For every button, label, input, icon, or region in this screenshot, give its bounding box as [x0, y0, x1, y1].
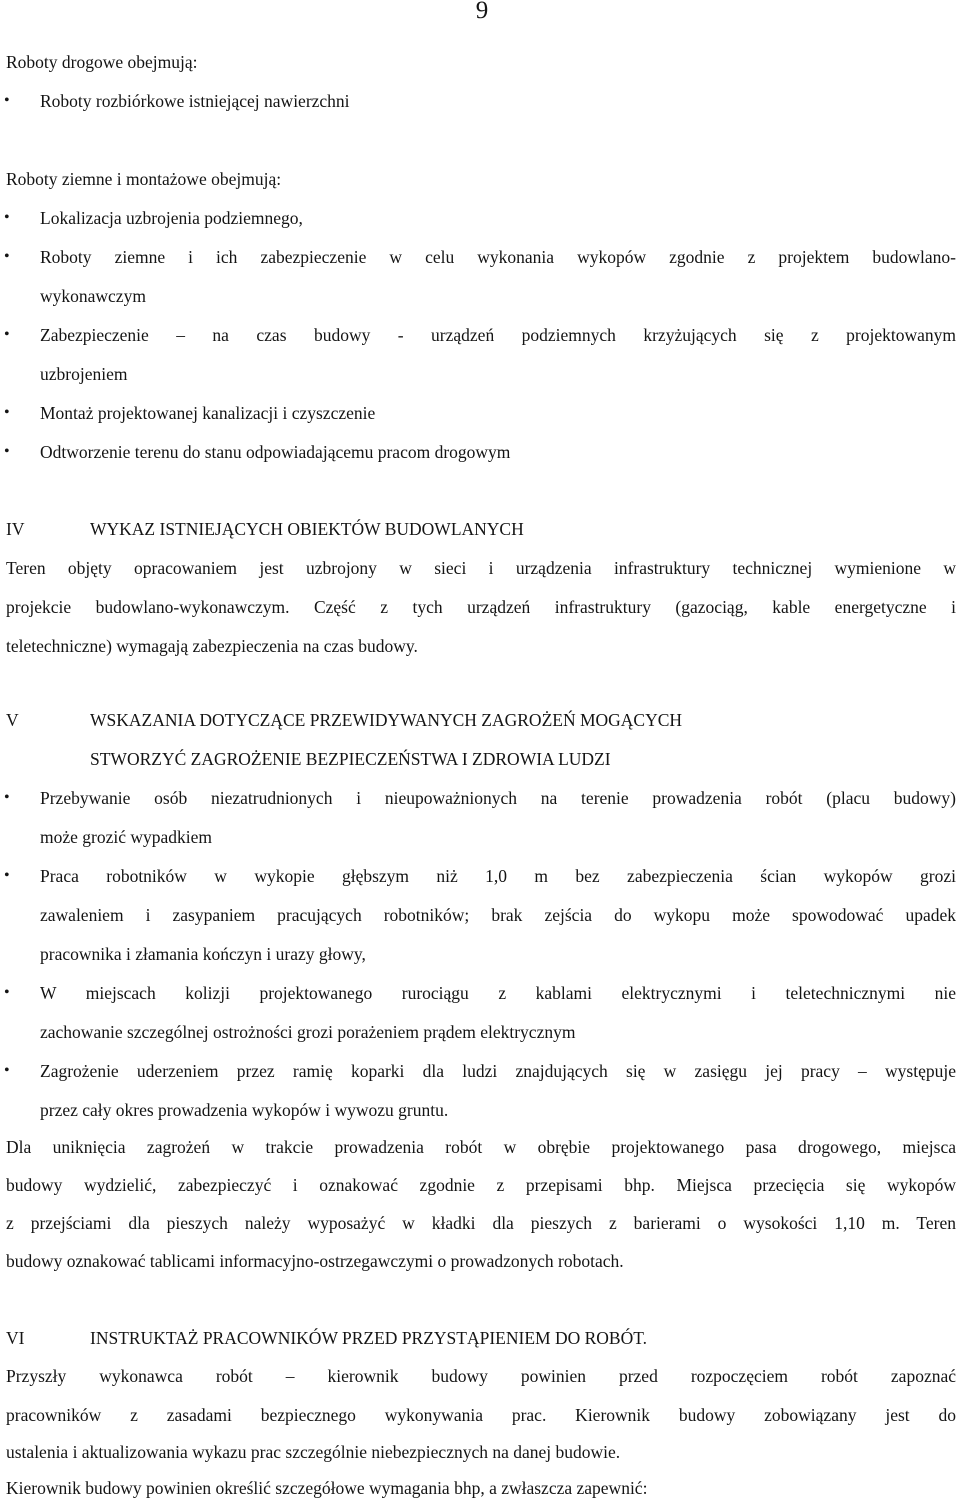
paragraph-line: budowy wydzielić, zabezpieczyć i oznakować zgodnie z przepisami bhp. Miejsca przecięcia się wykopów	[6, 1175, 956, 1195]
list-item-continuation: zawaleniem i zasypaniem pracujących robotników; brak zejścia do wykopu może spowodować upadek	[40, 905, 956, 925]
paragraph-line: ustalenia i aktualizowania wykazu prac szczególnie niebezpiecznych na danej budowie.	[6, 1442, 621, 1462]
bullet-icon: •	[4, 789, 10, 806]
list-item: Roboty ziemne i ich zabezpieczenie w celu wykonania wykopów zgodnie z projektem budowlano-	[40, 247, 956, 267]
bullet-icon: •	[4, 1062, 10, 1079]
paragraph-line: budowy oznakować tablicami informacyjno-ostrzegawczymi o prowadzonych robotach.	[6, 1251, 624, 1271]
list-item-continuation: zachowanie szczególnej ostrożności grozi porażeniem prądem elektrycznym	[40, 1022, 576, 1042]
list-item-continuation: wykonawczym	[40, 286, 146, 306]
bullet-icon: •	[4, 248, 10, 265]
list-item: Lokalizacja uzbrojenia podziemnego,	[40, 208, 303, 228]
paragraph-line: pracowników z zasadami bezpiecznego wykonywania prac. Kierownik budowy zobowiązany jest do	[6, 1405, 956, 1425]
paragraph-line: Przyszły wykonawca robót – kierownik budowy powinien przed rozpoczęciem robót zapoznać	[6, 1366, 956, 1386]
list-item: Zagrożenie uderzeniem przez ramię koparki dla ludzi znajdujących się w zasięgu jej pracy – występuje	[40, 1061, 956, 1081]
section-number: VI	[6, 1328, 25, 1348]
paragraph-line: teletechniczne) wymagają zabezpieczenia na czas budowy.	[6, 636, 418, 656]
paragraph-line: z przejściami dla pieszych należy wyposażyć w kładki dla pieszych z barierami o wysokości 1,10 m. Teren	[6, 1213, 956, 1233]
paragraph-line: projekcie budowlano-wykonawczym. Część z tych urządzeń infrastruktury (gazociąg, kable energetyczne i	[6, 597, 956, 617]
paragraph-line: Kierownik budowy powinien określić szczegółowe wymagania bhp, a zwłaszcza zapewnić:	[6, 1478, 648, 1498]
section-number: V	[6, 710, 19, 730]
bullet-icon: •	[4, 443, 10, 460]
paragraph-line: Dla uniknięcia zagrożeń w trakcie prowadzenia robót w obrębie projektowanego pasa drogowego, miejsca	[6, 1137, 956, 1157]
section-intro-heading: Roboty ziemne i montażowe obejmują:	[6, 169, 282, 189]
list-item: Praca robotników w wykopie głębszym niż 1,0 m bez zabezpieczenia ścian wykopów grozi	[40, 866, 956, 886]
bullet-icon: •	[4, 326, 10, 343]
section-title: STWORZYĆ ZAGROŻENIE BEZPIECZEŃSTWA I ZDROWIA LUDZI	[90, 749, 611, 769]
section-title: WYKAZ ISTNIEJĄCYCH OBIEKTÓW BUDOWLANYCH	[90, 519, 524, 539]
section-title: INSTRUKTAŻ PRACOWNIKÓW PRZED PRZYSTĄPIENIEM DO ROBÓT.	[90, 1328, 647, 1348]
list-item: Odtworzenie terenu do stanu odpowiadającemu pracom drogowym	[40, 442, 511, 462]
section-title: WSKAZANIA DOTYCZĄCE PRZEWIDYWANYCH ZAGROŻEŃ MOGĄCYCH	[90, 710, 683, 730]
list-item-continuation: przez cały okres prowadzenia wykopów i wywozu gruntu.	[40, 1100, 449, 1120]
bullet-icon: •	[4, 209, 10, 226]
list-item: Zabezpieczenie – na czas budowy - urządzeń podziemnych krzyżujących się z projektowanym	[40, 325, 956, 345]
list-item: Roboty rozbiórkowe istniejącej nawierzchni	[40, 91, 350, 111]
list-item: W miejscach kolizji projektowanego rurociągu z kablami elektrycznymi i teletechnicznymi nie	[40, 983, 956, 1003]
bullet-icon: •	[4, 404, 10, 421]
paragraph-line: Teren objęty opracowaniem jest uzbrojony w sieci i urządzenia infrastruktury technicznej wymienione w	[6, 558, 956, 578]
list-item-continuation: pracownika i złamania kończyn i urazy głowy,	[40, 944, 366, 964]
list-item-continuation: uzbrojeniem	[40, 364, 128, 384]
list-item: Przebywanie osób niezatrudnionych i nieupoważnionych na terenie prowadzenia robót (placu budowy)	[40, 788, 956, 808]
bullet-icon: •	[4, 984, 10, 1001]
bullet-icon: •	[4, 867, 10, 884]
list-item-continuation: może grozić wypadkiem	[40, 827, 213, 847]
bullet-icon: •	[4, 92, 10, 109]
page-number: 9	[475, 0, 489, 24]
section-number: IV	[6, 519, 25, 539]
section-intro-heading: Roboty drogowe obejmują:	[6, 52, 198, 72]
list-item: Montaż projektowanej kanalizacji i czyszczenie	[40, 403, 376, 423]
